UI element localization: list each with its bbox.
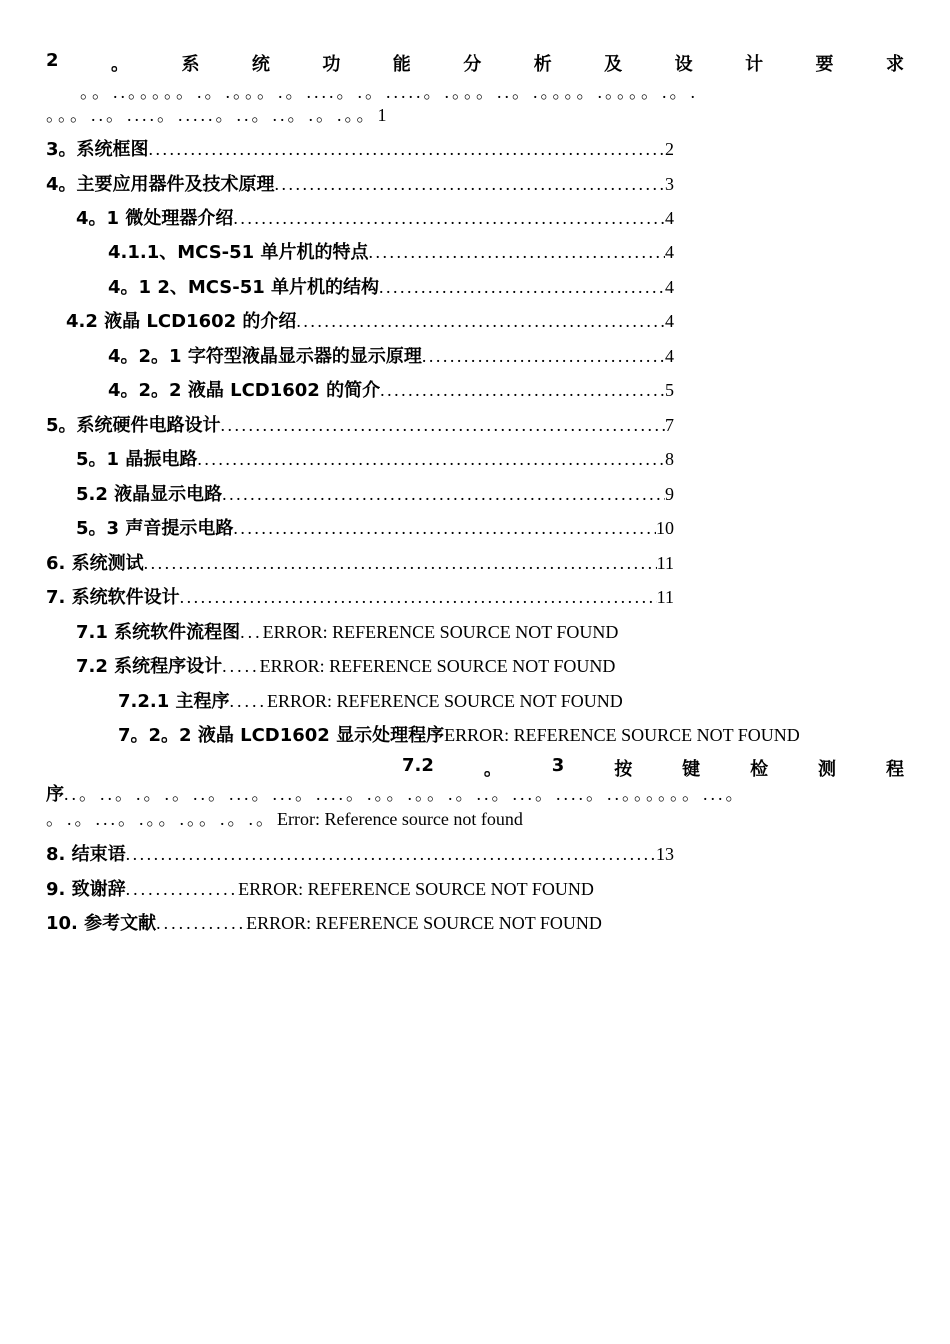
toc-entry-723-char: 按 (614, 759, 633, 780)
toc-entry-2-leader-1: 。。..。。。。。.。.。。。.。....。.。.....。.。。。..。.。。。。.。。。。.。. (80, 82, 698, 102)
toc-entry-2-char: 析 (533, 54, 552, 75)
toc-entry-723-line-3 (46, 805, 666, 831)
toc-entry[interactable] (108, 342, 674, 368)
toc-leader-dots (296, 311, 665, 332)
toc-entry-page: 2 (665, 139, 674, 159)
toc-entry-title: 5。系统硬件电路设计 (46, 415, 221, 436)
toc-entry-page: ERROR: REFERENCE SOURCE NOT FOUND (259, 656, 616, 676)
toc-leader-dots (380, 380, 665, 401)
toc-entry-2-char: 求 (885, 54, 904, 75)
toc-entry-page: ERROR: REFERENCE SOURCE NOT FOUND (238, 879, 594, 899)
toc-leader-dots (422, 346, 665, 367)
toc-entry-page: 4 (665, 346, 674, 366)
toc-entry-title: 7. 系统软件设计 (46, 587, 180, 608)
toc-entry-page: 13 (656, 844, 674, 864)
toc-entry-2-char: 统 (251, 54, 270, 75)
toc-entry[interactable] (46, 840, 674, 866)
toc-entry-page: 11 (656, 587, 674, 607)
toc-entry-2-heading (46, 50, 904, 76)
toc-entry-723-char: 测 (818, 759, 837, 780)
toc-entry-title: 4。主要应用器件及技术原理 (46, 174, 275, 195)
toc-entry-2-char: 要 (815, 54, 834, 75)
toc-entry-page: 3 (665, 174, 674, 194)
toc-entry-title: 4。1 微处理器介绍 (76, 208, 234, 229)
toc-entry-title: 4。1 2、MCS-51 单片机的结构 (108, 277, 380, 298)
toc-leader-dots: ............... (125, 879, 239, 899)
toc-entry-title: 5.2 液晶显示电路 (76, 484, 223, 505)
toc-entry-title: 4.1.1、MCS-51 单片机的特点 (108, 242, 369, 263)
toc-entry-title: 5。3 声音提示电路 (76, 518, 234, 539)
toc-entry[interactable] (46, 909, 602, 935)
toc-entry-page: 11 (656, 553, 674, 573)
toc-entry-2-char: 及 (604, 54, 623, 75)
toc-leader-dots (144, 553, 657, 574)
toc-entry[interactable] (46, 549, 674, 575)
toc-entry-page: 9 (665, 484, 674, 504)
toc-entry-723-char: 7.2 (402, 755, 434, 776)
toc-entry-2-leader-2: 。。。..。....。.....。..。..。.。.。。 (46, 105, 378, 125)
toc-leader-dots (368, 242, 665, 263)
toc-entry[interactable] (76, 514, 674, 540)
toc-leader-dots (180, 587, 657, 608)
toc-entry[interactable] (108, 376, 674, 402)
toc-entry-page: 10 (656, 518, 674, 538)
toc-leader-dots: ..... (229, 691, 268, 711)
toc-entry-title: 9. 致谢辞 (46, 879, 126, 900)
toc-entry[interactable] (76, 204, 674, 230)
toc-entry-723-title-end: 序 (46, 784, 64, 805)
toc-leader-dots (379, 277, 665, 298)
toc-entry-title: 4.2 液晶 LCD1602 的介绍 (66, 311, 297, 332)
toc-leader-dots: ..... (222, 656, 260, 676)
toc-entry[interactable] (108, 238, 674, 264)
toc-entry[interactable] (118, 687, 623, 713)
toc-entry-title: 7.2 系统程序设计 (76, 656, 223, 677)
toc-entry[interactable] (46, 583, 674, 609)
toc-entry[interactable] (46, 411, 674, 437)
toc-entry-723-heading (402, 755, 904, 781)
toc-entry[interactable] (76, 652, 615, 678)
toc-entry-2-char: 计 (745, 54, 764, 75)
toc-entry-2-char: 。 (110, 54, 129, 75)
toc-entry-723-char: 程 (885, 759, 904, 780)
toc-leader-dots (149, 139, 665, 160)
toc-entry[interactable] (66, 307, 674, 333)
toc-entry-2-char: 分 (463, 54, 482, 75)
toc-entry[interactable] (76, 618, 618, 644)
toc-entry-723-leader-3: 。.。...。.。。.。。.。.。 (46, 809, 277, 829)
toc-entry[interactable] (76, 445, 674, 471)
toc-entry-page: ERROR: REFERENCE SOURCE NOT FOUND (444, 725, 800, 745)
toc-entry[interactable] (46, 135, 674, 161)
toc-entry[interactable] (46, 875, 594, 901)
toc-entry-2-char: 系 (181, 54, 200, 75)
toc-leader-dots (233, 208, 665, 229)
toc-leader-dots (197, 449, 665, 470)
toc-entry-title: 8. 结束语 (46, 844, 126, 865)
toc-entry-title: 7.1 系统软件流程图 (76, 622, 241, 643)
toc-entry[interactable] (76, 480, 674, 506)
toc-entry-page: ERROR: REFERENCE SOURCE NOT FOUND (267, 691, 623, 711)
toc-entry-title: 6. 系统测试 (46, 553, 144, 574)
toc-entry-title: 3。系统框图 (46, 139, 149, 160)
toc-leader-dots (222, 484, 665, 505)
toc-entry-page: ERROR: REFERENCE SOURCE NOT FOUND (246, 913, 602, 933)
toc-leader-dots: ... (240, 622, 263, 642)
toc-entry-title: 7.2.1 主程序 (118, 691, 230, 712)
toc-leader-dots: ............ (156, 913, 247, 933)
toc-entry-2-char: 2 (46, 50, 59, 71)
toc-entry[interactable] (118, 721, 800, 747)
toc-entry-title: 10. 参考文献 (46, 913, 157, 934)
toc-entry-page: 4 (665, 277, 674, 297)
toc-entry-page: ERROR: REFERENCE SOURCE NOT FOUND (262, 622, 619, 642)
toc-entry-723-char: 键 (682, 759, 701, 780)
toc-entry-723-char: 3 (551, 755, 565, 776)
toc-entry-page: 8 (665, 449, 674, 469)
toc-entry-page: 4 (665, 311, 674, 331)
toc-entry-2-char: 设 (674, 54, 693, 75)
toc-entry-page: 5 (665, 380, 674, 400)
toc-leader-dots (233, 518, 656, 539)
toc-leader-dots (275, 174, 665, 195)
toc-entry-723-char: 。 (483, 759, 502, 780)
toc-leader-dots (221, 415, 665, 436)
toc-entry[interactable] (108, 273, 674, 299)
toc-entry-723-leader-2: ..。..。.。.。..。...。...。....。.。。.。。.。..。...。....。..。。。。。。...。 (64, 784, 747, 804)
toc-entry-723-line-2 (46, 780, 904, 806)
toc-entry-title: 4。2。2 液晶 LCD1602 的简介 (108, 380, 381, 401)
toc-leader-dots (126, 844, 656, 865)
toc-entry-title: 7。2。2 液晶 LCD1602 显示处理程序 (118, 725, 445, 746)
toc-entry-723-char: 检 (750, 759, 769, 780)
toc-entry-2-page: 1 (377, 105, 387, 125)
toc-entry-2-leader-2-wrap (46, 101, 466, 127)
toc-entry-page: 4 (665, 208, 674, 228)
toc-entry-2-char: 能 (392, 54, 411, 75)
toc-entry-title: 5。1 晶振电路 (76, 449, 198, 470)
toc-entry-page: 4 (665, 242, 674, 262)
toc-entry-page: 7 (665, 415, 674, 435)
toc-entry-723-page: Error: Reference source not found (277, 809, 523, 829)
toc-entry-2-char: 功 (322, 54, 341, 75)
toc-entry[interactable] (46, 170, 674, 196)
toc-entry-title: 4。2。1 字符型液晶显示器的显示原理 (108, 346, 422, 367)
